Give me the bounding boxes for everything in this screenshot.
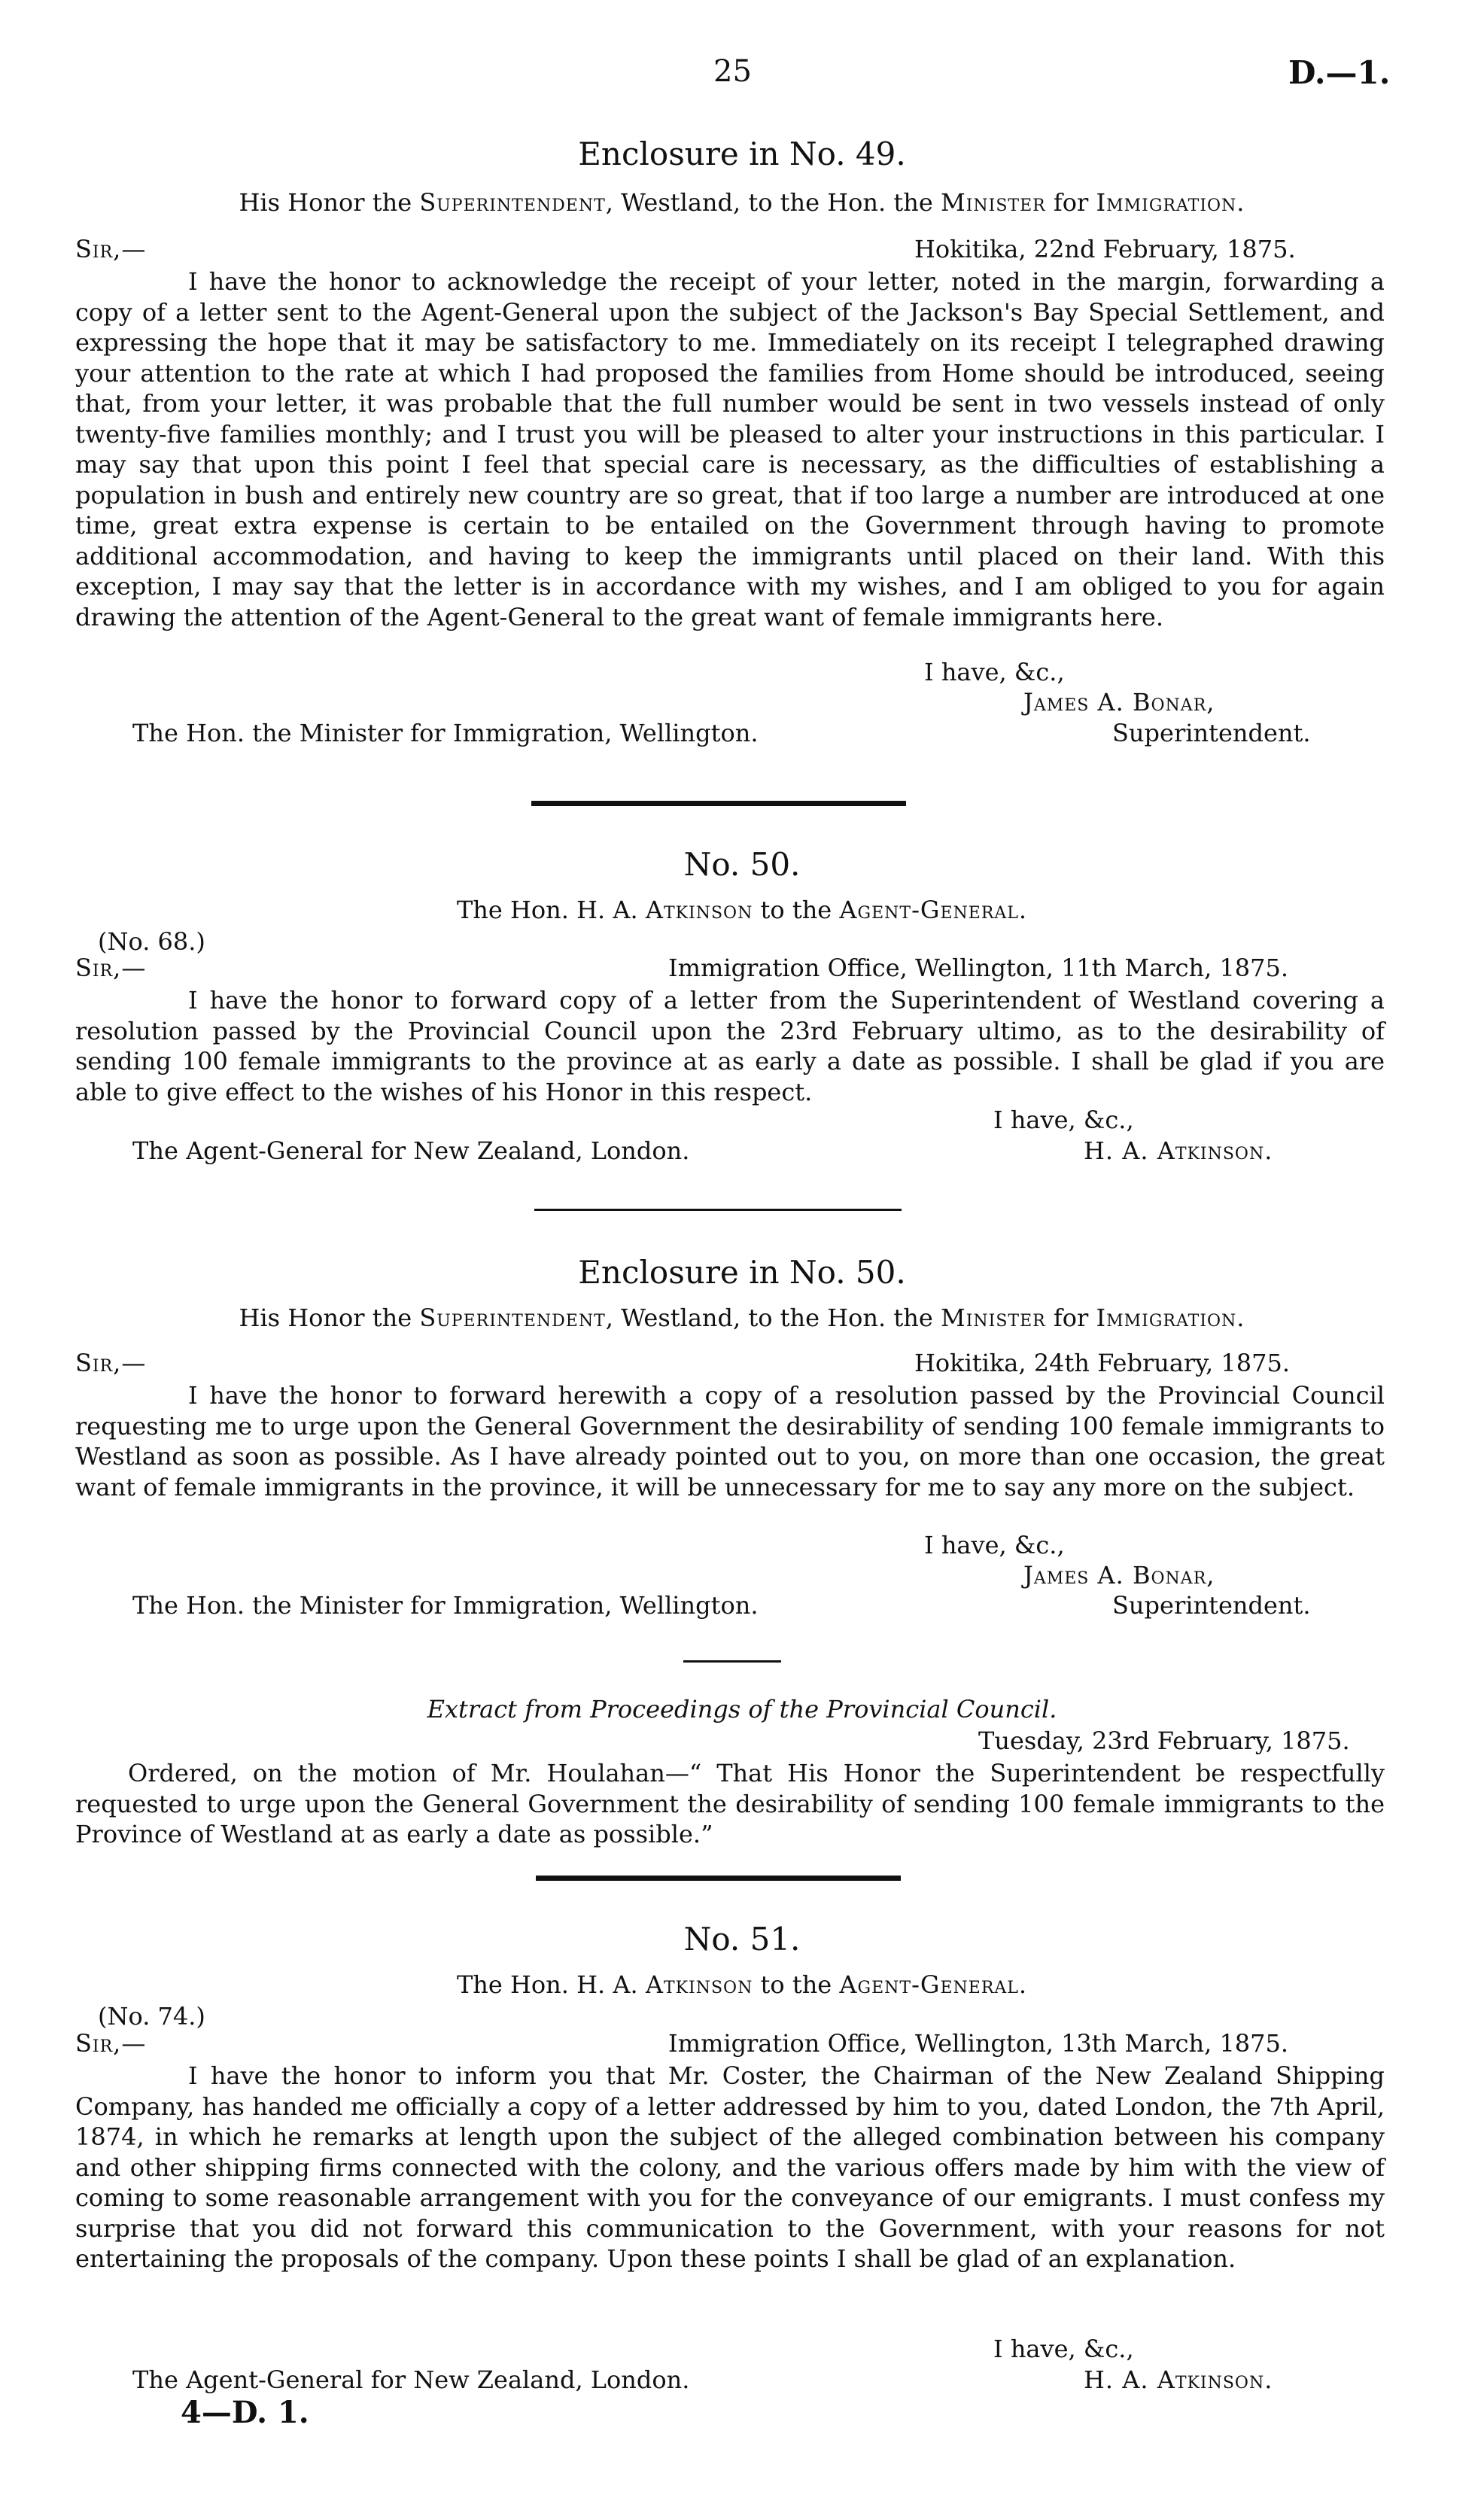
dateline: Immigration Office, Wellington, 11th March, 1875. xyxy=(668,954,1289,982)
reference-number: (No. 68.) xyxy=(98,927,205,956)
section-heading: No. 51. xyxy=(683,1921,801,1958)
section-subheading: His Honor the Superintendent, Westland, to the Hon. the Minister for Immigration. xyxy=(239,1304,1245,1332)
addressee: The Hon. the Minister for Immigration, Wellington. xyxy=(132,719,759,747)
letter-body: I have the honor to forward copy of a letter from the Superintendent of Westland covering a resolution passed by the Provincial Council upon the 23rd February ultimo, as to the desirability of sending 100 female immigrants to the province at as early a date as possible. I shall be glad if you are able to give effect to the wishes of his Honor in this respect. xyxy=(75,986,1385,1106)
dateline: Tuesday, 23rd February, 1875. xyxy=(978,1727,1350,1755)
section-heading: Enclosure in No. 49. xyxy=(578,135,906,172)
signatory: James A. Bonar, xyxy=(1023,1561,1215,1590)
closing: I have, &c., xyxy=(924,1531,1065,1559)
extract-body: Ordered, on the motion of Mr. Houlahan—“ That His Honor the Superintendent be respectfully requested to urge upon the General Government the desirability of sending 100 female immigrants to the Province of Westland at as early a date as possible.” xyxy=(75,1759,1385,1848)
salutation: Sir,— xyxy=(75,235,147,263)
dateline: Hokitika, 22nd February, 1875. xyxy=(914,235,1296,263)
letter-body: I have the honor to acknowledge the receipt of your letter, noted in the margin, forwarding a copy of a letter sent to the Agent-General upon the subject of the Jackson's Bay Special Settlement, and expressing the hope that it may be satisfactory to me. Immediately on its receipt I telegraphed drawing your attention to the rate at which I had proposed the families from Home should be introduced, seeing that, from your letter, it was probable that the full number would be sent in two vessels instead of only twenty-five families monthly; and I trust you will be pleased to alter your instructions in this particular. I may say that upon this point I feel that special care is necessary, as the difficulties of establishing a population in bush and entirely new country are so great, that if too large a number are introduced at one time, great extra expense is certain to be entailed on the Government through having to promote additional accommodation, and having to keep the immigrants until placed on their land. With this exception, I may say that the letter is in accordance with my wishes, and I am obliged to you for again drawing the attention of the Agent-General to the great want of female immigrants here. xyxy=(75,267,1385,631)
section-heading: Enclosure in No. 50. xyxy=(578,1254,906,1291)
addressee: The Agent-General for New Zealand, London. xyxy=(132,2365,690,2394)
signatory-title: Superintendent. xyxy=(1112,1591,1311,1620)
signatory: H. A. Atkinson. xyxy=(1084,2365,1273,2394)
reference-number: (No. 74.) xyxy=(98,2002,205,2031)
salutation: Sir,— xyxy=(75,1349,147,1377)
addressee: The Agent-General for New Zealand, London. xyxy=(132,1136,690,1165)
signature-mark: 4—D. 1. xyxy=(181,2395,309,2430)
section-divider xyxy=(534,1209,902,1211)
letter-body: I have the honor to forward herewith a copy of a resolution passed by the Provincial Council requesting me to urge upon the General Government the desirability of sending 100 female immigrants to Westland as soon as possible. As I have already pointed out to you, on more than one occasion, the great want of female immigrants in the province, it will be unnecessary for me to say any more on the subject. xyxy=(75,1381,1385,1501)
addressee: The Hon. the Minister for Immigration, Wellington. xyxy=(132,1591,759,1620)
section-divider xyxy=(531,801,906,806)
section-heading: No. 50. xyxy=(683,846,801,883)
document-code: D.—1. xyxy=(1288,54,1391,91)
signatory-title: Superintendent. xyxy=(1112,719,1311,747)
dateline: Hokitika, 24th February, 1875. xyxy=(914,1349,1290,1377)
extract-heading: Extract from Proceedings of the Provincial Council. xyxy=(427,1695,1057,1723)
short-divider xyxy=(683,1660,781,1663)
closing: I have, &c., xyxy=(993,2335,1134,2363)
section-subheading: His Honor the Superintendent, Westland, to the Hon. the Minister for Immigration. xyxy=(239,188,1245,217)
signatory: H. A. Atkinson. xyxy=(1084,1136,1273,1165)
section-subheading: The Hon. H. A. Atkinson to the Agent-General. xyxy=(456,896,1028,924)
closing: I have, &c., xyxy=(993,1106,1134,1134)
dateline: Immigration Office, Wellington, 13th March, 1875. xyxy=(668,2029,1289,2058)
letter-body: I have the honor to inform you that Mr. Coster, the Chairman of the New Zealand Shipping Company, has handed me officially a copy of a letter addressed by him to you, dated London, the 7th April, 1874, in which he remarks at length upon the subject of the alleged combination between his company and other shipping firms connected with the colony, and the various offers made by him with the view of coming to some reasonable arrangement with you for the conveyance of our emigrants. I must confess my surprise that you did not forward this communication to the Government, with your reasons for not entertaining the proposals of the company. Upon these points I shall be glad of an explanation. xyxy=(75,2061,1385,2273)
signatory: James A. Bonar, xyxy=(1023,688,1215,716)
page-number: 25 xyxy=(713,54,752,89)
section-divider xyxy=(536,1876,901,1881)
section-subheading: The Hon. H. A. Atkinson to the Agent-General. xyxy=(456,1970,1028,1999)
closing: I have, &c., xyxy=(924,658,1065,686)
salutation: Sir,— xyxy=(75,954,147,982)
salutation: Sir,— xyxy=(75,2029,147,2058)
